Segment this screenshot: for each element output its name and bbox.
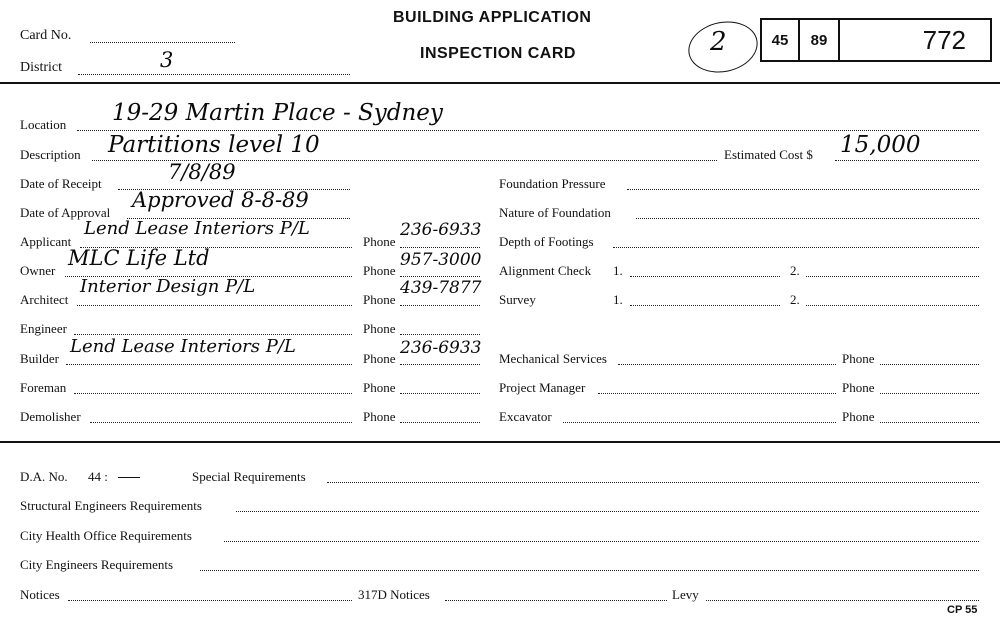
excavator-field[interactable] (563, 422, 836, 423)
header-divider (0, 82, 1000, 84)
depth-footings-field[interactable] (613, 247, 979, 248)
architect-phone-label: Phone (363, 292, 396, 307)
builder-phone-label: Phone (363, 351, 396, 366)
health-req-label: City Health Office Requirements (20, 528, 192, 543)
date-approval-label: Date of Approval (20, 205, 111, 220)
survey-num-1: 1. (613, 292, 623, 307)
notices-317d-label: 317D Notices (358, 587, 430, 602)
architect-label: Architect (20, 292, 69, 307)
project-manager-field[interactable] (598, 393, 836, 394)
notices-label: Notices (20, 587, 60, 602)
owner-label: Owner (20, 263, 56, 278)
demolisher-field[interactable] (90, 422, 352, 423)
ref-box-1: 45 (760, 18, 800, 62)
architect-phone-value: 439-7877 (400, 278, 482, 298)
survey-num-2: 2. (790, 292, 800, 307)
foreman-field[interactable] (74, 393, 352, 394)
survey-field-2[interactable] (806, 305, 979, 306)
excavator-phone-field[interactable] (880, 422, 979, 423)
depth-footings-label: Depth of Footings (499, 234, 594, 249)
alignment-num-2: 2. (790, 263, 800, 278)
notices-field[interactable] (68, 600, 352, 601)
project-manager-phone-field[interactable] (880, 393, 979, 394)
alignment-field-1[interactable] (630, 276, 780, 277)
levy-label: Levy (672, 587, 699, 602)
applicant-phone-label: Phone (363, 234, 396, 249)
builder-label: Builder (20, 351, 59, 366)
circled-number: 2 (710, 27, 727, 57)
owner-value: MLC Life Ltd (68, 246, 210, 270)
card-no-field[interactable] (90, 42, 235, 43)
foundation-pressure-field[interactable] (627, 189, 979, 190)
card-no-label: Card No. (20, 28, 72, 43)
location-field[interactable] (77, 130, 979, 131)
section-divider (0, 441, 1000, 443)
da-no-label: D.A. No. (20, 469, 68, 484)
demolisher-phone-label: Phone (363, 409, 396, 424)
date-receipt-label: Date of Receipt (20, 176, 102, 191)
description-label: Description (20, 147, 81, 162)
foreman-phone-label: Phone (363, 380, 396, 395)
estimated-cost-value: 15,000 (840, 132, 921, 158)
foreman-label: Foreman (20, 380, 67, 395)
date-receipt-value: 7/8/89 (168, 160, 236, 184)
builder-field[interactable] (66, 364, 352, 365)
demolisher-phone-field[interactable] (400, 422, 480, 423)
special-req-field[interactable] (327, 482, 979, 483)
project-manager-label: Project Manager (499, 380, 586, 395)
location-label: Location (20, 117, 67, 132)
ref-box-number: 772 (838, 18, 992, 62)
project-manager-phone-label: Phone (842, 380, 875, 395)
builder-phone-field[interactable] (400, 364, 480, 365)
architect-value: Interior Design P/L (80, 276, 256, 297)
nature-foundation-field[interactable] (636, 218, 979, 219)
notices-317d-field[interactable] (445, 600, 667, 601)
form-code: CP 55 (947, 604, 978, 616)
foundation-pressure-label: Foundation Pressure (499, 176, 606, 191)
architect-field[interactable] (77, 305, 352, 306)
excavator-phone-label: Phone (842, 409, 875, 424)
owner-phone-field[interactable] (400, 276, 480, 277)
estimated-cost-field[interactable] (835, 160, 979, 161)
date-approval-value: Approved 8-8-89 (132, 188, 309, 212)
builder-value: Lend Lease Interiors P/L (70, 336, 296, 357)
survey-field-1[interactable] (630, 305, 780, 306)
district-value: 3 (160, 48, 174, 72)
engineer-phone-field[interactable] (400, 334, 480, 335)
applicant-label: Applicant (20, 234, 72, 249)
engineer-label: Engineer (20, 321, 67, 336)
district-label: District (20, 60, 62, 75)
applicant-phone-value: 236-6933 (400, 220, 482, 240)
district-field[interactable] (78, 74, 350, 75)
city-eng-req-label: City Engineers Requirements (20, 557, 174, 572)
nature-foundation-label: Nature of Foundation (499, 205, 611, 220)
mechanical-phone-label: Phone (842, 351, 875, 366)
ref-box-2: 89 (798, 18, 840, 62)
engineer-field[interactable] (74, 334, 352, 335)
alignment-num-1: 1. (613, 263, 623, 278)
applicant-phone-field[interactable] (400, 247, 480, 248)
description-value: Partitions level 10 (108, 132, 320, 158)
card-title-line2: INSPECTION CARD (420, 45, 576, 62)
owner-phone-label: Phone (363, 263, 396, 278)
builder-phone-value: 236-6933 (400, 338, 482, 358)
special-req-label: Special Requirements (192, 469, 306, 484)
mechanical-label: Mechanical Services (499, 351, 607, 366)
structural-req-field[interactable] (236, 511, 979, 512)
card-title-line1: BUILDING APPLICATION (393, 9, 592, 26)
alignment-check-label: Alignment Check (499, 263, 592, 278)
levy-field[interactable] (706, 600, 979, 601)
demolisher-label: Demolisher (20, 409, 81, 424)
estimated-cost-label: Estimated Cost $ (724, 147, 813, 162)
mechanical-field[interactable] (618, 364, 836, 365)
health-req-field[interactable] (224, 541, 979, 542)
excavator-label: Excavator (499, 409, 552, 424)
city-eng-req-field[interactable] (200, 570, 979, 571)
applicant-value: Lend Lease Interiors P/L (84, 218, 310, 239)
mechanical-phone-field[interactable] (880, 364, 979, 365)
architect-phone-field[interactable] (400, 305, 480, 306)
location-value: 19-29 Martin Place - Sydney (112, 100, 443, 126)
da-no-dash (118, 477, 140, 478)
survey-label: Survey (499, 292, 536, 307)
engineer-phone-label: Phone (363, 321, 396, 336)
foreman-phone-field[interactable] (400, 393, 480, 394)
owner-phone-value: 957-3000 (400, 250, 482, 270)
alignment-field-2[interactable] (806, 276, 979, 277)
structural-req-label: Structural Engineers Requirements (20, 498, 202, 513)
da-no-value: 44 : (88, 469, 108, 484)
